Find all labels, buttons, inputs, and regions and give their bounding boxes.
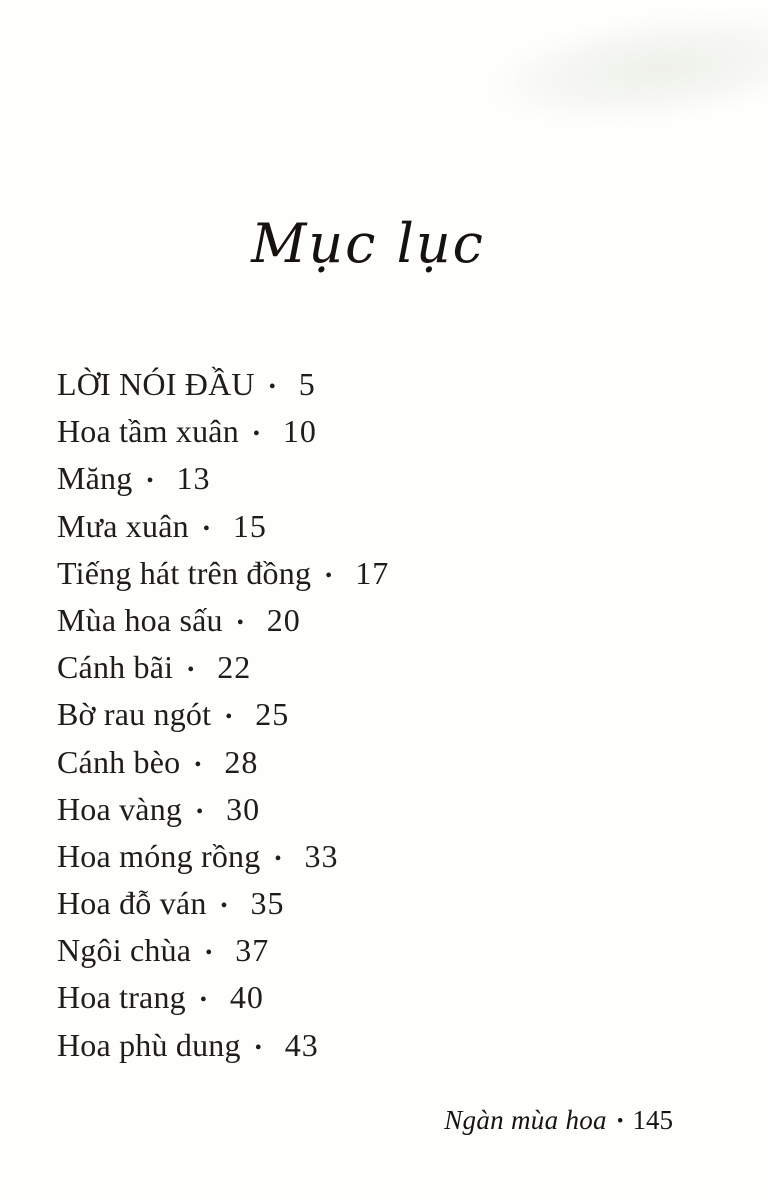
toc-row <box>57 550 728 597</box>
bullet-separator-icon: • <box>252 423 260 446</box>
toc-item-page-number: 33 <box>304 837 339 874</box>
toc-item-label: Hoa tầm xuân <box>57 413 239 450</box>
toc-row <box>57 644 728 691</box>
toc-row <box>57 691 728 738</box>
toc-item-page-number: 40 <box>229 979 264 1016</box>
toc-row <box>57 974 728 1021</box>
table-of-contents <box>57 361 728 1069</box>
toc-item-page-number: 43 <box>284 1026 319 1063</box>
toc-row <box>57 597 728 644</box>
bullet-separator-icon: • <box>146 470 154 493</box>
toc-row <box>57 455 728 502</box>
toc-item-page-number: 35 <box>250 885 285 922</box>
bullet-separator-icon: • <box>268 376 276 398</box>
bullet-separator-icon: • <box>225 706 233 729</box>
toc-row <box>57 503 728 550</box>
bullet-separator-icon: • <box>202 517 210 540</box>
toc-row <box>57 739 728 786</box>
toc-row <box>57 361 728 408</box>
toc-item-page-number: 30 <box>226 790 261 827</box>
bullet-separator-icon: • <box>616 1111 624 1132</box>
toc-row <box>57 927 728 974</box>
toc-item-label: Bờ rau ngót <box>57 696 212 733</box>
page-title: Mục lục <box>251 212 485 275</box>
toc-row <box>57 1022 728 1069</box>
toc-item-label: Hoa trang <box>57 979 186 1016</box>
toc-item-label: Hoa phù dung <box>57 1026 241 1063</box>
toc-row <box>57 833 728 880</box>
toc-row <box>57 880 728 927</box>
footer-book-title: Ngàn mùa hoa <box>444 1105 607 1135</box>
scan-shadow <box>485 0 768 138</box>
toc-item-label: Hoa đỗ ván <box>57 885 207 922</box>
toc-item-label: Mùa hoa sấu <box>57 601 223 638</box>
toc-item-page-number: 10 <box>282 413 317 450</box>
toc-item-label: LỜI NÓI ĐẦU <box>57 366 255 402</box>
toc-row <box>57 408 728 455</box>
toc-item-page-number: 25 <box>255 696 290 733</box>
toc-item-page-number: 13 <box>176 460 211 497</box>
bullet-separator-icon: • <box>199 989 207 1012</box>
bullet-separator-icon: • <box>196 800 204 823</box>
running-footer <box>444 1103 673 1137</box>
toc-item-page-number: 20 <box>266 601 301 638</box>
bullet-separator-icon: • <box>254 1036 262 1059</box>
bullet-separator-icon: • <box>236 611 244 634</box>
toc-item-page-number: 37 <box>235 932 270 969</box>
toc-item-label: Măng <box>57 460 133 497</box>
toc-item-label: Mưa xuân <box>57 507 189 544</box>
bullet-separator-icon: • <box>274 847 282 870</box>
toc-item-label: Hoa vàng <box>57 790 183 827</box>
toc-item-label: Cánh bèo <box>57 743 181 780</box>
bullet-separator-icon: • <box>220 895 228 918</box>
bullet-separator-icon: • <box>194 753 202 776</box>
toc-item-label: Ngôi chùa <box>57 932 192 969</box>
bullet-separator-icon: • <box>187 659 195 682</box>
toc-item-page-number: 5 <box>298 366 316 402</box>
toc-item-label: Hoa móng rồng <box>57 837 261 874</box>
bullet-separator-icon: • <box>325 564 333 587</box>
bullet-separator-icon: • <box>205 942 213 965</box>
toc-item-page-number: 15 <box>232 507 267 544</box>
toc-item-page-number: 22 <box>217 649 252 686</box>
footer-page-number: 145 <box>632 1105 673 1135</box>
toc-item-page-number: 17 <box>355 554 390 591</box>
toc-row <box>57 786 728 833</box>
toc-item-label: Cánh bãi <box>57 649 174 686</box>
toc-item-label: Tiếng hát trên đồng <box>57 554 312 591</box>
toc-item-page-number: 28 <box>224 743 259 780</box>
